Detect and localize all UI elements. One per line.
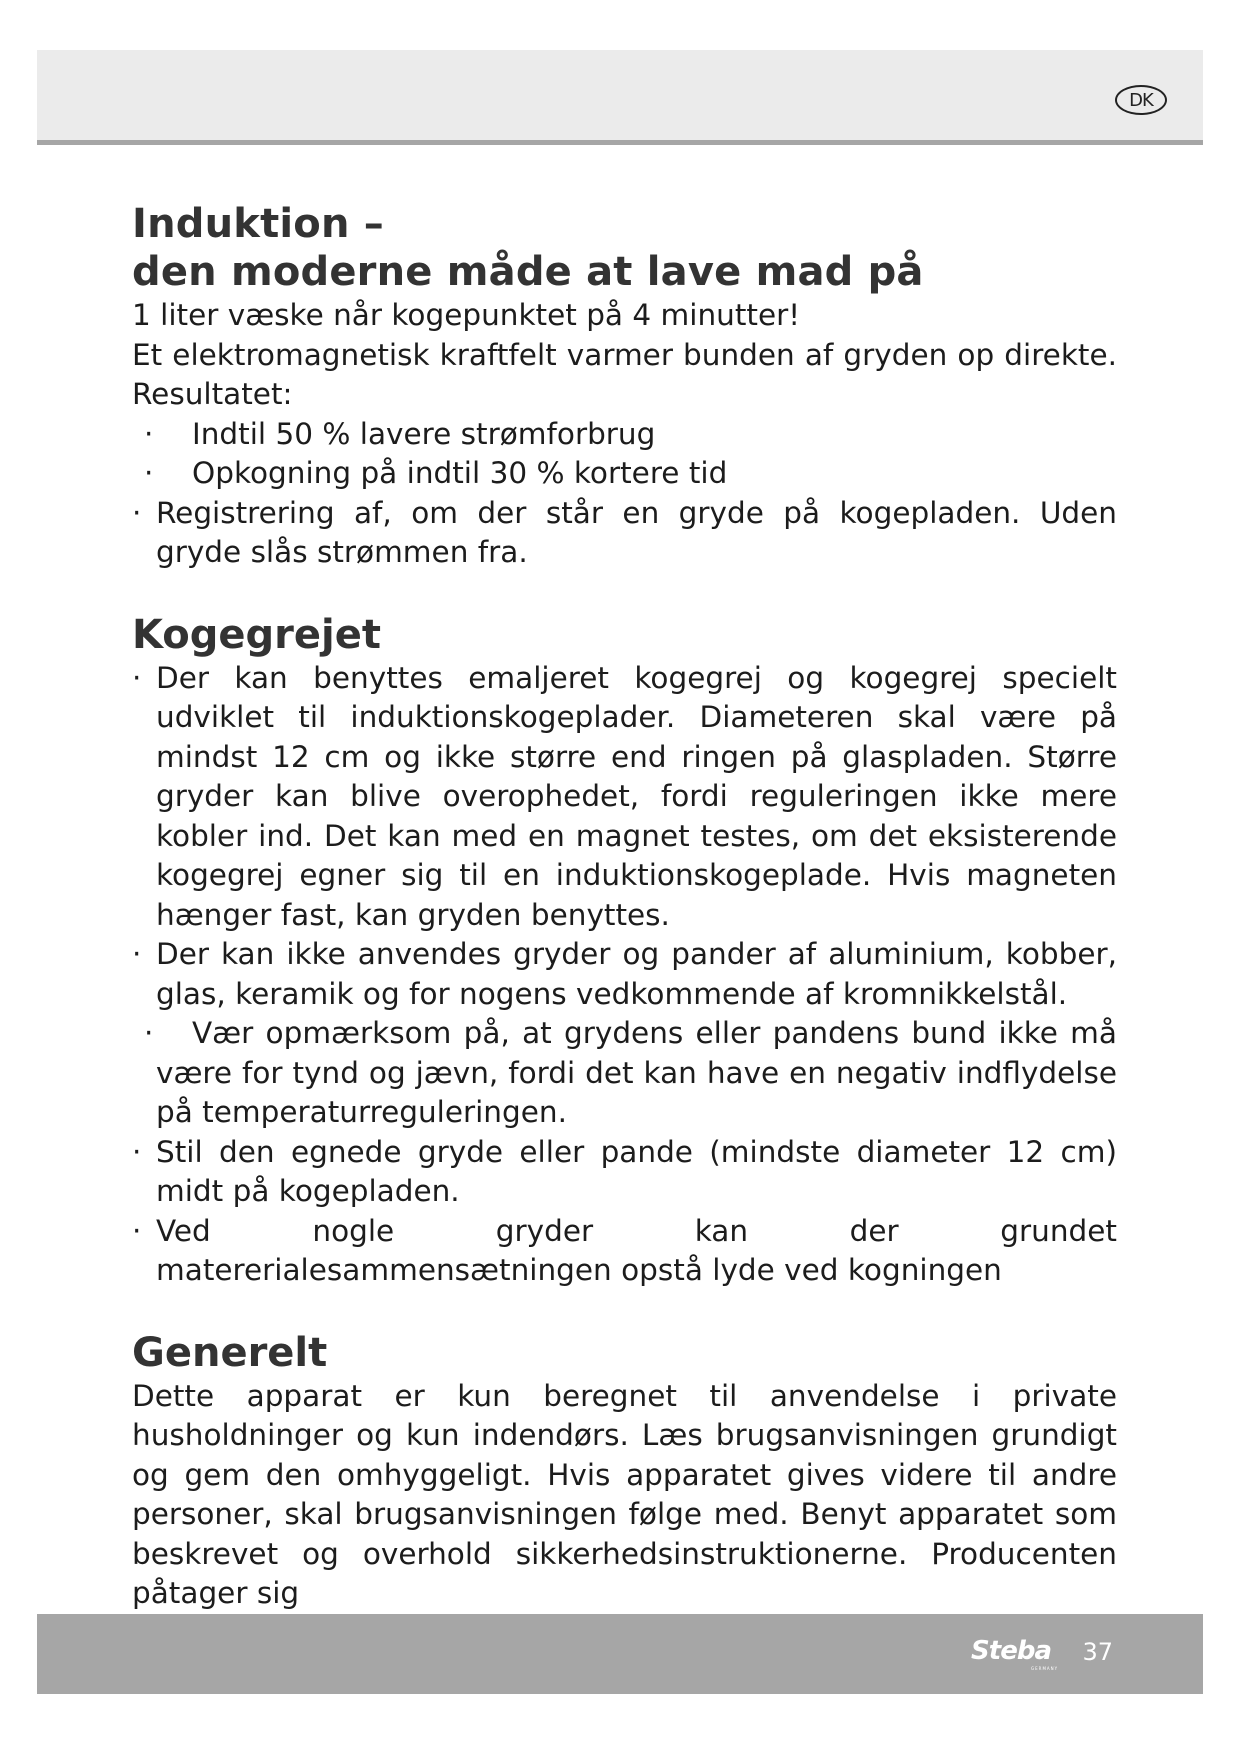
bullet-icon: · (144, 456, 154, 490)
bullet-icon: · (132, 937, 142, 971)
section-title-kogegrejet: Kogegrejet (132, 611, 381, 658)
list-item: · Opkogning på indtil 30 % kortere tid (132, 454, 1117, 494)
intro-line: 1 liter væske når kogepunktet på 4 minutter! (132, 298, 801, 332)
page-number: 37 (1082, 1638, 1113, 1666)
list-item: · Stil den egnede gryde eller pande (mindste diameter 12 cm) midt på kogepladen. (132, 1134, 1117, 1208)
title-line-2: den moderne måde at lave mad på (132, 249, 924, 295)
kogegrejet-bullet-list (132, 659, 1117, 1291)
bullet-icon: · (132, 1213, 142, 1248)
list-item: · Indtil 50 % lavere strømforbrug (132, 415, 1117, 455)
footer-band (37, 1614, 1203, 1694)
generelt-paragraph: Dette apparat er kun beregnet til anvendelse i private husholdninger og kun indendørs. Læs brugsanvisningen grundigt og gem den omhyggeligt. Hvis apparatet gives videre til andre personer, skal brugsanvisningen følge med. Benyt apparatet som beskrevet og overhold sikkerhedsinstruktionerne. Producenten påtager sig (132, 1378, 1117, 1610)
header-band (37, 50, 1203, 145)
bullet-icon: · (132, 1134, 142, 1169)
bullet-icon: · (144, 1016, 154, 1050)
list-item: · Der kan ikke anvendes gryder og pander af aluminium, kobber, glas, keramik og for nogens vedkommende af kromnikkelstål. (132, 937, 1117, 1011)
logo-text: Steba (971, 1636, 1051, 1666)
steba-logo (971, 1636, 1059, 1671)
page-content (132, 200, 1117, 1614)
intro-paragraph: Et elektromagnetisk kraftfelt varmer bunden af gryden op direkte. Resultatet: (132, 337, 1117, 411)
section-title-generelt: Generelt (132, 1329, 328, 1376)
bullet-icon: · (132, 495, 142, 530)
bullet-icon: · (144, 416, 154, 451)
induktion-bullet-list (132, 415, 1117, 573)
bullet-icon: · (132, 660, 142, 695)
list-item: · Vær opmærksom på, at grydens eller pandens bund ikke må være for tynd og jævn, fordi det kan have en negativ indflydelse på temperaturreguleringen. (144, 1016, 1117, 1129)
logo-subtext: GERMANY (1031, 1666, 1059, 1671)
list-item: · Ved nogle gryder kan der grundet matererialesammensætningen opstå lyde ved kogningen (132, 1213, 1117, 1287)
title-line-1: Induktion – (132, 201, 384, 247)
section-title-induktion (132, 200, 1117, 296)
list-item: · Registrering af, om der står en gryde på kogepladen. Uden gryde slås strømmen fra. (132, 495, 1117, 569)
language-badge: DK (1115, 85, 1167, 115)
list-item: · Der kan benyttes emaljeret kogegrej og kogegrej specielt udviklet til induktionskogeplader. Diameteren skal være på mindst 12 cm og ikke større end ringen på glaspladen. Større gryder kan blive overophedet, fordi reguleringen ikke mere kobler ind. Det kan med en magnet testes, om det eksisterende kogegrej egner sig til en induktionskogeplade. Hvis magneten hænger fast, kan gryden benyttes. (132, 660, 1117, 932)
